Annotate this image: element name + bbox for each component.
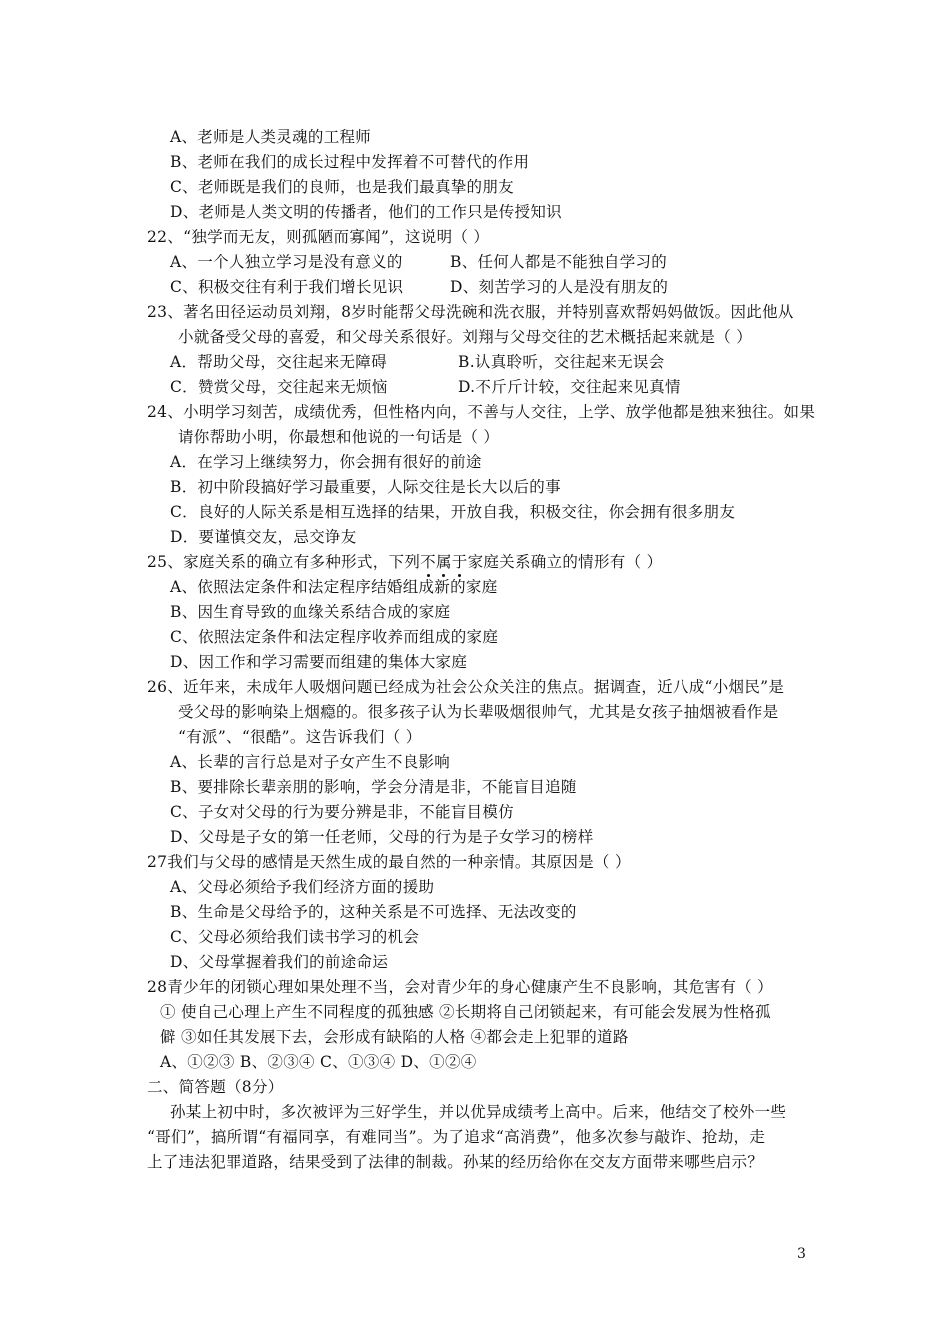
q22-option-b: B、任何人都是不能独自学习的 [450, 253, 668, 271]
q25-option-c: C、依照法定条件和法定程序收养而组成的家庭 [170, 628, 499, 646]
q23-option-b: B.认真聆听，交往起来无误会 [458, 353, 665, 371]
q27-option-d: D、父母掌握着我们的前途命运 [170, 953, 389, 971]
q25-emphasis-char: 属 [435, 553, 452, 571]
q23-option-c: C．赞赏父母，交往起来无烦恼 [170, 378, 388, 396]
q27-option-b: B、生命是父母给予的，这种关系是不可选择、无法改变的 [170, 903, 577, 921]
q26-stem-line-2: 受父母的影响染上烟瘾的。很多孩子认为长辈吸烟很帅气，尤其是女孩子抽烟被看作是 [178, 703, 779, 721]
q26-option-b: B、要排除长辈亲朋的影响，学会分清是非，不能盲目追随 [170, 778, 577, 796]
q22-option-c: C、积极交往有利于我们增长见识 [170, 278, 404, 296]
q26-option-d: D、父母是子女的第一任老师，父母的行为是子女学习的榜样 [170, 828, 594, 846]
q24-option-a: A．在学习上继续努力，你会拥有很好的前途 [170, 453, 482, 471]
section-2-paragraph-line-1: 孙某上初中时，多次被评为三好学生，并以优异成绩考上高中。后来，他结交了校外一些 [170, 1103, 787, 1121]
q24-stem-line-1: 24、小明学习刻苦，成绩优秀，但性格内向，不善与人交往，上学、放学他都是独来独往。如果 [147, 403, 816, 421]
q25-stem-after: 家庭关系确立的情形有（ ） [467, 553, 663, 571]
q23-row-2 [170, 377, 810, 397]
q24-stem-line-2: 请你帮助小明，你最想和他说的一句话是（ ） [178, 428, 500, 446]
q26-option-a: A、长辈的言行总是对子女产生不良影响 [170, 753, 451, 771]
q22-option-a: A、一个人独立学习是没有意义的 [170, 253, 403, 271]
q28-item-line-2: 僻 ③如任其发展下去，会形成有缺陷的人格 ④都会走上犯罪的道路 [160, 1028, 629, 1046]
q23-stem-line-1: 23、著名田径运动员刘翔，8岁时能帮父母洗碗和洗衣服，并特别喜欢帮妈妈做饭。因此他从 [147, 303, 794, 321]
q25-stem-before: 25、家庭关系的确立有多种形式，下列 [147, 553, 421, 571]
q25-option-d: D、因工作和学习需要而组建的集体大家庭 [170, 653, 468, 671]
q24-option-d: D．要谨慎交友，忌交诤友 [170, 528, 357, 546]
q21-option-d: D、老师是人类文明的传播者，他们的工作只是传授知识 [170, 203, 562, 221]
q23-option-d: D.不斤斤计较，交往起来见真情 [458, 378, 681, 396]
q27-stem: 27我们与父母的感情是天然生成的最自然的一种亲情。其原因是（ ） [147, 853, 631, 871]
q22-stem: 22、“独学而无友，则孤陋而寡闻”，这说明（ ） [147, 228, 490, 246]
q24-option-c: C．良好的人际关系是相互选择的结果，开放自我，积极交往，你会拥有很多朋友 [170, 503, 736, 521]
q21-option-b: B、老师在我们的成长过程中发挥着不可替代的作用 [170, 153, 530, 171]
q26-stem-line-3: “有派”、“很酷”。这告诉我们（ ） [178, 728, 422, 746]
q23-option-a: A．帮助父母，交往起来无障碍 [170, 353, 387, 371]
section-2-heading: 二、简答题（8分） [147, 1078, 284, 1096]
section-2-paragraph-line-2: “哥们”，搞所谓“有福同享，有难同当”。为了追求“高消费”，他多次参与敲诈、抢劫，走 [147, 1128, 766, 1146]
q22-row-1 [170, 252, 810, 272]
q24-option-b: B．初中阶段搞好学习最重要，人际交往是长大以后的事 [170, 478, 561, 496]
q22-row-2 [170, 277, 810, 297]
page-number: 3 [797, 1246, 806, 1262]
q27-option-c: C、父母必须给我们读书学习的机会 [170, 928, 420, 946]
q25-option-a: A、依照法定条件和法定程序结婚组成新的家庭 [170, 578, 498, 596]
q25-emphasis-char: 不 [420, 553, 436, 571]
q25-emphasis-char: 于 [451, 553, 468, 571]
q27-option-a: A、父母必须给予我们经济方面的援助 [170, 878, 435, 896]
q21-option-a: A、老师是人类灵魂的工程师 [170, 128, 372, 146]
q26-stem-line-1: 26、近年来，未成年人吸烟问题已经成为社会公众关注的焦点。据调查，近八成“小烟民”是 [147, 678, 785, 696]
q23-stem-line-2: 小就备受父母的喜爱，和父母关系很好。刘翔与父母交往的艺术概括起来就是（ ） [178, 328, 753, 346]
q25-stem-emphasis [420, 553, 467, 571]
q23-row-1 [170, 352, 810, 372]
q26-option-c: C、子女对父母的行为要分辨是非，不能盲目模仿 [170, 803, 514, 821]
q28-item-line-1: ① 使自己心理上产生不同程度的孤独感 ②长期将自己闭锁起来，有可能会发展为性格孤 [160, 1003, 771, 1021]
q21-option-c: C、老师既是我们的良师，也是我们最真挚的朋友 [170, 178, 514, 196]
section-2-paragraph-line-3: 上了违法犯罪道路，结果受到了法律的制裁。孙某的经历给你在交友方面带来哪些启示？ [147, 1153, 764, 1171]
q25-option-b: B、因生育导致的血缘关系结合成的家庭 [170, 603, 451, 621]
q28-answers: A、①②③ B、②③④ C、①③④ D、①②④ [160, 1053, 477, 1071]
q28-stem: 28青少年的闭锁心理如果处理不当，会对青少年的身心健康产生不良影响，其危害有（ ） [147, 978, 773, 996]
q25-stem [147, 552, 662, 572]
q22-option-d: D、刻苦学习的人是没有朋友的 [450, 278, 669, 296]
